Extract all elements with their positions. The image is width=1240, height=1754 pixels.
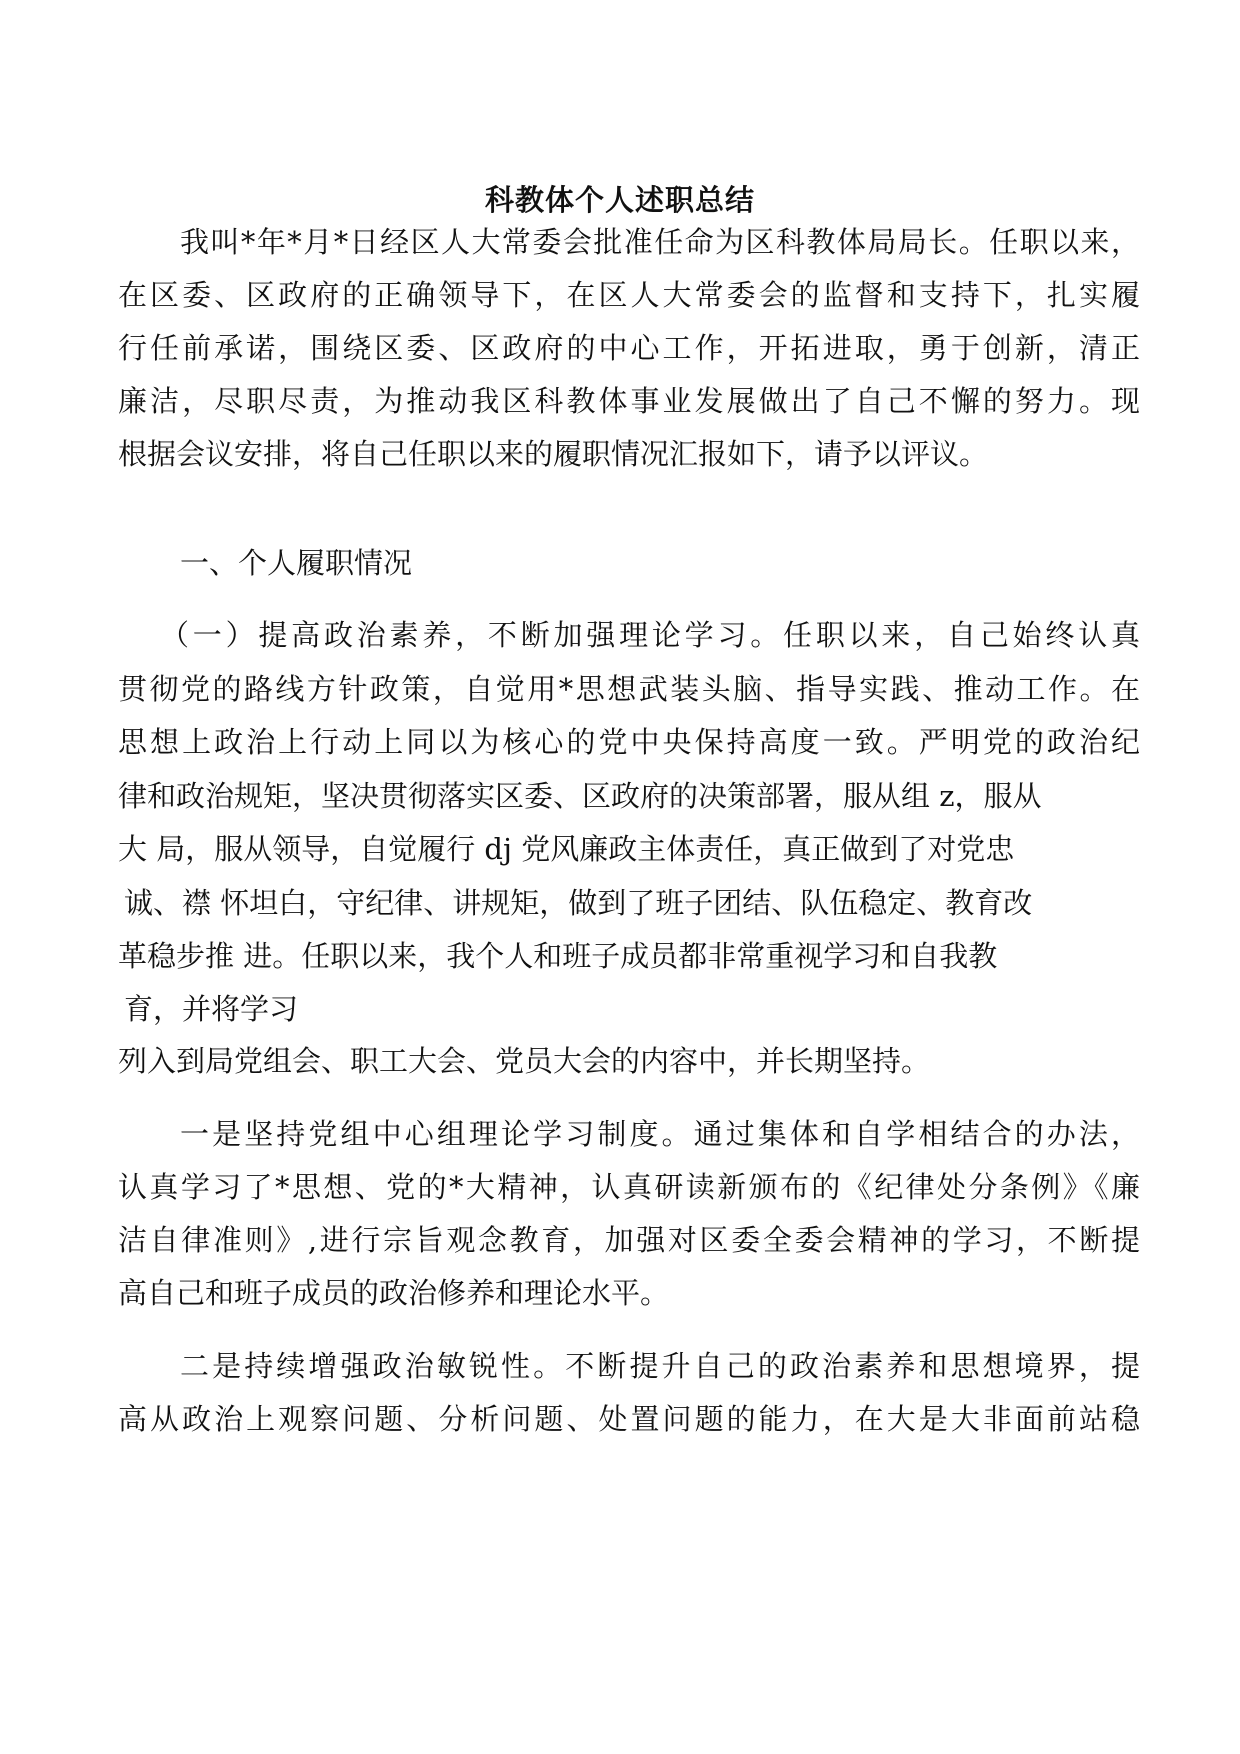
paragraph-line: 律和政治规矩，坚决贯彻落实区委、区政府的决策部署，服从组 z，服从: [118, 779, 1042, 813]
paragraph-line: 行任前承诺，围绕区委、区政府的中心工作，开拓进取，勇于创新，清正: [118, 331, 1140, 365]
paragraph-line: 洁自律准则》,进行宗旨观念教育，加强对区委全委会精神的学习，不断提: [118, 1223, 1140, 1257]
paragraph-line: 我叫*年*月*日经区人大常委会批准任命为区科教体局局长。任职以来，: [180, 225, 1140, 259]
paragraph-line: 贯彻党的路线方针政策，自觉用*思想武装头脑、指导实践、推动工作。在: [118, 672, 1140, 706]
paragraph-line: 一是坚持党组中心组理论学习制度。通过集体和自学相结合的办法，: [180, 1117, 1140, 1151]
paragraph-line: 思想上政治上行动上同以为核心的党中央保持高度一致。严明党的政治纪: [118, 725, 1140, 759]
paragraph-line: 育，并将学习: [124, 992, 299, 1026]
paragraph-line: （一）提高政治素养，不断加强理论学习。任职以来，自己始终认真: [160, 618, 1140, 652]
paragraph-line: 根据会议安排，将自己任职以来的履职情况汇报如下，请予以评议。: [118, 437, 989, 471]
paragraph-line: 廉洁，尽职尽责，为推动我区科教体事业发展做出了自己不懈的努力。现: [118, 384, 1140, 418]
paragraph-line: 二是持续增强政治敏锐性。不断提升自己的政治素养和思想境界，提: [180, 1349, 1140, 1383]
paragraph-line: 列入到局党组会、职工大会、党员大会的内容中，并长期坚持。: [118, 1044, 931, 1078]
paragraph-line: 大 局，服从领导，自觉履行 dj 党风廉政主体责任，真正做到了对党忠: [118, 832, 1015, 866]
paragraph-line: 在区委、区政府的正确领导下，在区人大常委会的监督和支持下，扎实履: [118, 278, 1140, 312]
paragraph-line: 高自己和班子成员的政治修养和理论水平。: [118, 1276, 670, 1310]
paragraph-line: 高从政治上观察问题、分析问题、处置问题的能力，在大是大非面前站稳: [118, 1402, 1140, 1436]
section-heading: 一、个人履职情况: [180, 546, 413, 580]
document-title: 科教体个人述职总结: [484, 183, 755, 217]
paragraph-line: 革稳步推 进。任职以来，我个人和班子成员都非常重视学习和自我教: [118, 939, 998, 973]
paragraph-line: 诚、襟 怀坦白，守纪律、讲规矩，做到了班子团结、队伍稳定、教育改: [124, 886, 1033, 920]
paragraph-line: 认真学习了*思想、党的*大精神，认真研读新颁布的《纪律处分条例》《廉: [118, 1170, 1140, 1204]
